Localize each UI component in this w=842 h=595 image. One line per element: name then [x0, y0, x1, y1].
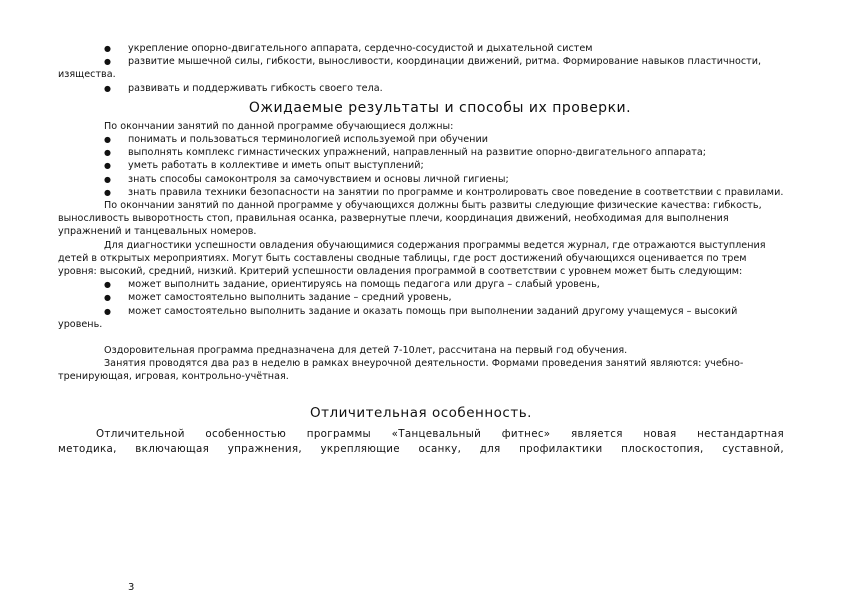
- bullet-icon: ●: [104, 174, 112, 184]
- bullet-icon: ●: [104, 280, 112, 290]
- list-item: ● знать способы самоконтроля за самочувствием и основы личной гигиены;: [104, 173, 509, 185]
- list-item: ● может самостоятельно выполнить задание и оказать помощь при выполнении заданий другому учащемуся – высокий уровень.: [58, 305, 738, 330]
- list-item: ● развитие мышечной силы, гибкости, выносливости, координации движений, ритма. Формирование навыков пластичности, изящества.: [58, 56, 762, 81]
- section-heading-results: Ожидаемые результаты и способы их проверки.: [248, 99, 632, 116]
- paragraph: Для диагностики успешности овладения обучающимися содержания программы ведется журнал, где отражаются выступления детей в открытых мероприятиях. Могут быть составлены сводные таблицы, где рост достижений обучающихся оценивается по трем уровня: высокий, средний, низкий. Критерий успешности овладения программой в соответствии с уровнем может быть следующим:: [58, 239, 766, 278]
- bullet-icon: ●: [104, 148, 112, 158]
- bullet-icon: ●: [104, 44, 112, 53]
- section-heading-distinctive: Отличительная особенность.: [310, 404, 532, 421]
- list-item: ● уметь работать в коллективе и иметь опыт выступлений;: [104, 160, 424, 172]
- spacer: [58, 331, 784, 344]
- bullet-icon: ●: [104, 135, 112, 145]
- bullet-icon: ●: [104, 83, 112, 93]
- document-body: [58, 42, 784, 457]
- bullet-icon: ●: [104, 161, 112, 171]
- list-item: ● понимать и пользоваться терминологией используемой при обучении: [104, 134, 488, 146]
- paragraph-line: методика, включающая упражнения, укрепляющие осанку, для профилактики плоскостопия, суставной,: [58, 442, 784, 455]
- page-number: 3: [128, 582, 135, 593]
- bullet-icon: ●: [104, 57, 112, 67]
- list-item: ● может выполнить задание, ориентируясь на помощь педагога или друга – слабый уровень,: [104, 279, 600, 291]
- bullet-icon: ●: [104, 293, 112, 303]
- list-item: ● знать правила техники безопасности на занятии по программе и контролировать свое поведение в соответствии с правилами.: [104, 186, 784, 198]
- paragraph: По окончании занятий по данной программе обучающиеся должны:: [104, 120, 454, 132]
- bullet-icon: ●: [104, 306, 112, 316]
- list-item: ● может самостоятельно выполнить задание – средний уровень,: [104, 292, 452, 304]
- paragraph: Занятия проводятся два раз в неделю в рамках внеурочной деятельности. Формами проведения занятий являются: учебно-тренирующая, игровая, контрольно-учётная.: [58, 358, 744, 383]
- paragraph: Оздоровительная программа предназначена для детей 7-10лет, рассчитана на первый год обучения.: [104, 345, 628, 357]
- list-item: ● выполнять комплекс гимнастических упражнений, направленный на развитие опорно-двигательного аппарата;: [104, 147, 707, 159]
- list-item: ● развивать и поддерживать гибкость своего тела.: [104, 82, 383, 94]
- list-item: ● укрепление опорно-двигательного аппарата, сердечно-сосудистой и дыхательной систем: [104, 43, 593, 54]
- spacer: [58, 384, 784, 404]
- paragraph-line: Отличительной особенностью программы «Танцевальный фитнес» является новая нестандартная: [96, 427, 784, 440]
- paragraph: По окончании занятий по данной программе у обучающихся должны быть развиты следующие физические качества: гибкость, выносливость выворотность стоп, правильная осанка, развернутые плечи, координация движений, необходимая для выполнения упражнений и танцевальных номеров.: [58, 200, 762, 238]
- bullet-icon: ●: [104, 187, 112, 197]
